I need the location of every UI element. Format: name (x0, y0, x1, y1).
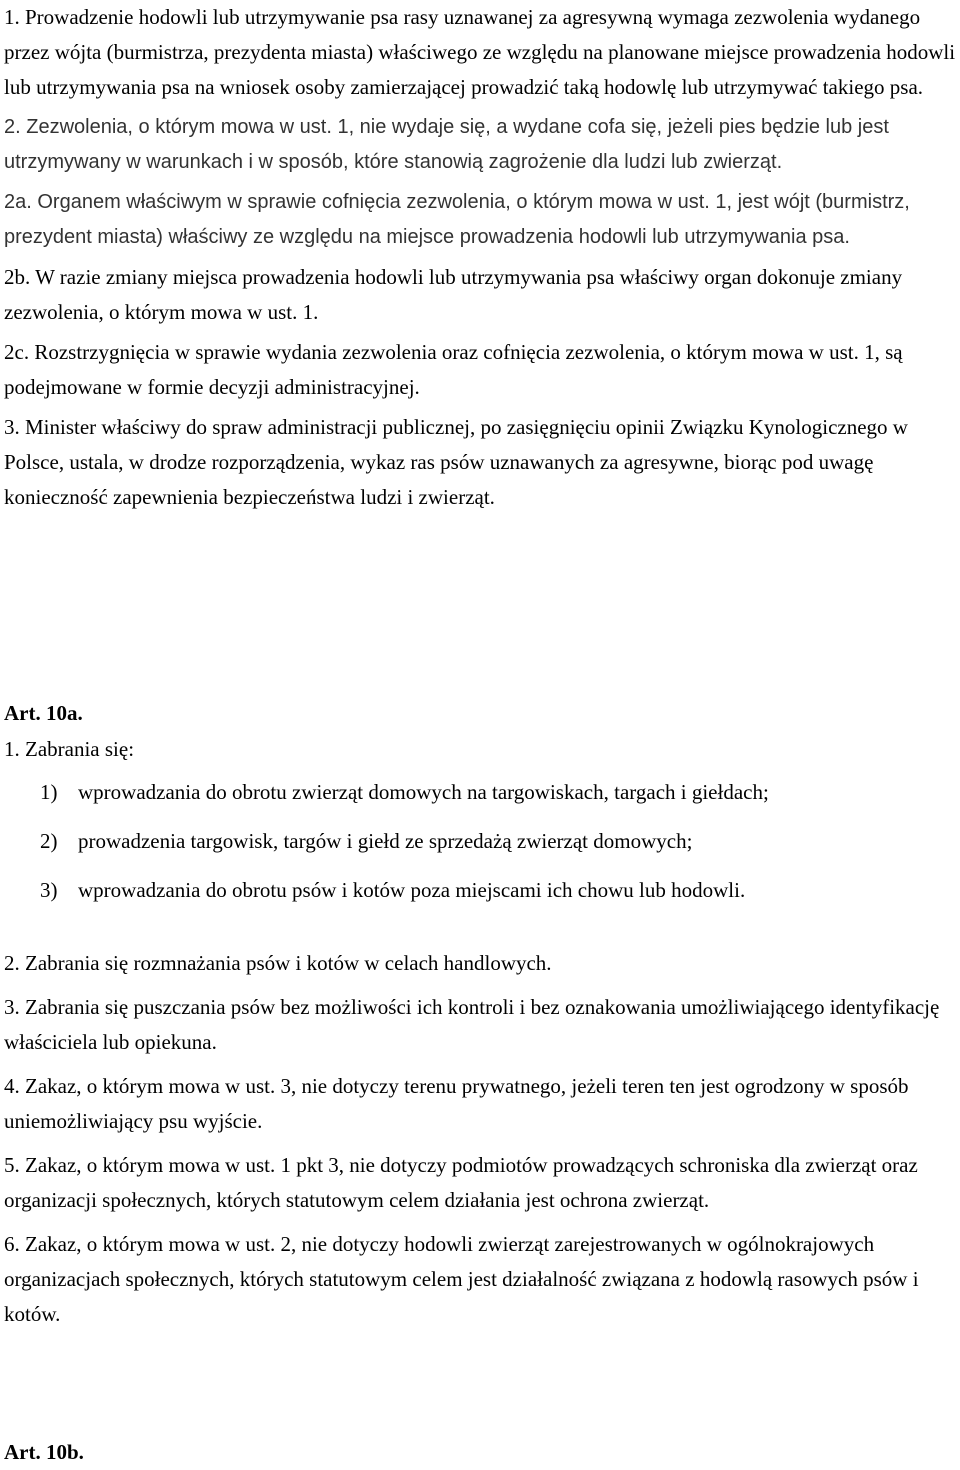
article-10a-paragraphs (4, 946, 956, 1332)
list-item-number: 2) (40, 829, 58, 853)
list-item (40, 824, 956, 859)
paragraph-2c: 2c. Rozstrzygnięcia w sprawie wydania zezwolenia oraz cofnięcia zezwolenia, o którym mowa w ust. 1, są podejmowane w formie decyzji administracyjnej. (4, 340, 903, 399)
article-10a-heading: Art. 10a. (4, 701, 83, 725)
paragraph-2b: 2b. W razie zmiany miejsca prowadzenia hodowli lub utrzymywania psa właściwy organ dokonuje zmiany zezwolenia, o którym mowa w ust. 1. (4, 265, 903, 324)
article-10a-paragraph-5: 5. Zakaz, o którym mowa w ust. 1 pkt 3, nie dotyczy podmiotów prowadzących schroniska dla zwierząt oraz organizacji społecznych, których statutowym celem działania jest ochrona zwierząt. (4, 1153, 918, 1212)
list-item-number: 1) (40, 780, 58, 804)
paragraph-1: 1. Prowadzenie hodowli lub utrzymywanie psa rasy uznawanej za agresywną wymaga zezwolenia wydanego przez wójta (burmistrza, prezydenta miasta) właściwego ze względu na planowane miejsce prowadzenia hodowli lub utrzymywania psa na wniosek osoby zamierzającej prowadzić taką hodowlę lub utrzymywać takiego psa. (4, 5, 956, 99)
list-item (40, 775, 956, 810)
article-10a-paragraph-6: 6. Zakaz, o którym mowa w ust. 2, nie dotyczy hodowli zwierząt zarejestrowanych w ogólnokrajowych organizacjach społecznych, których statutowym celem jest działalność związana z hodowlą rasowych psów i kotów. (4, 1232, 919, 1326)
list-item (40, 873, 956, 908)
document-body (4, 0, 956, 515)
prohibition-list (40, 775, 956, 908)
article-10a-list-block (4, 732, 956, 922)
article-10a-paragraph-3: 3. Zabrania się puszczania psów bez możliwości ich kontroli i bez oznakowania umożliwiającego identyfikację właściciela lub opiekuna. (4, 995, 940, 1054)
article-10a-paragraph-4: 4. Zakaz, o którym mowa w ust. 3, nie dotyczy terenu prywatnego, jeżeli teren ten jest ogrodzony w sposób uniemożliwiający psu wyjście. (4, 1074, 909, 1133)
list-item-text: prowadzenia targowisk, targów i giełd ze sprzedażą zwierząt domowych; (78, 829, 693, 853)
list-item-text: wprowadzania do obrotu zwierząt domowych na targowiskach, targach i giełdach; (78, 780, 769, 804)
list-item-number: 3) (40, 878, 58, 902)
article-10a-paragraph-2: 2. Zabrania się rozmnażania psów i kotów w celach handlowych. (4, 951, 552, 975)
article-10b-heading: Art. 10b. (4, 1440, 84, 1464)
paragraph-2: 2. Zezwolenia, o którym mowa w ust. 1, nie wydaje się, a wydane cofa się, jeżeli pies będzie lub jest utrzymywany w warunkach i w sposób, które stanowią zagrożenie dla ludzi lub zwierząt. (4, 116, 889, 173)
article-10a-intro: 1. Zabrania się: (4, 737, 135, 761)
paragraph-3: 3. Minister właściwy do spraw administracji publicznej, po zasięgnięciu opinii Związku Kynologicznego w Polsce, ustala, w drodze rozporządzenia, wykaz ras psów uznawanych za agresywne, biorąc pod uwagę konieczność zapewnienia bezpieczeństwa ludzi i zwierząt. (4, 415, 908, 509)
list-item-text: wprowadzania do obrotu psów i kotów poza miejscami ich chowu lub hodowli. (78, 878, 746, 902)
paragraph-2a: 2a. Organem właściwym w sprawie cofnięcia zezwolenia, o którym mowa w ust. 1, jest wójt (burmistrz, prezydent miasta) właściwy ze względu na miejsce prowadzenia hodowli lub utrzymywania psa. (4, 191, 910, 248)
